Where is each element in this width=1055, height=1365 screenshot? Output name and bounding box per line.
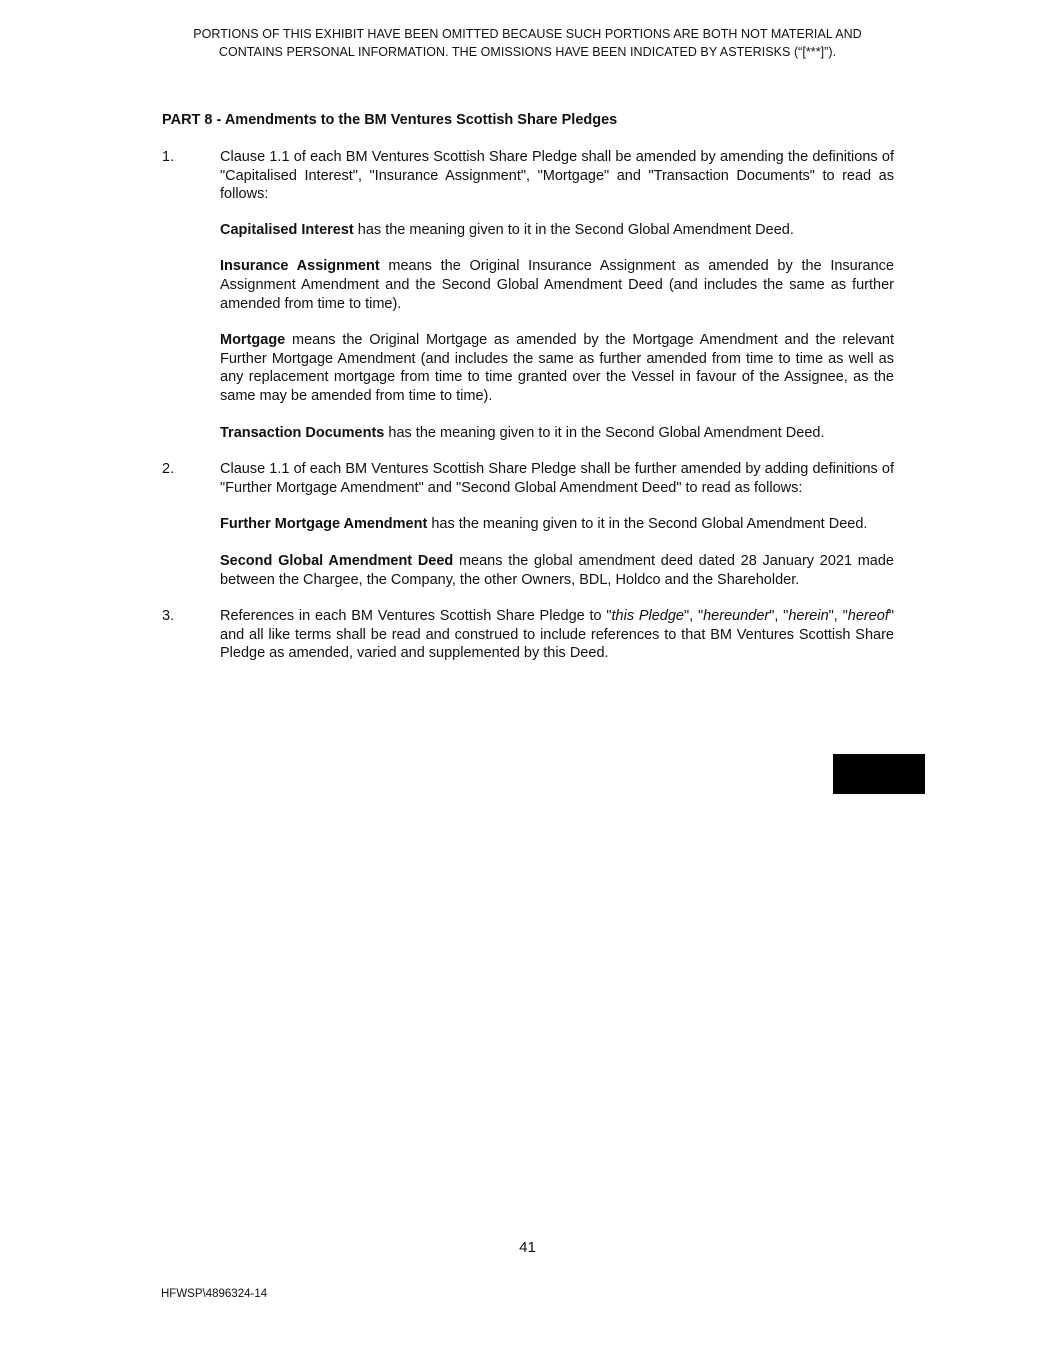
definition-paragraph [220, 424, 894, 443]
clause-item [162, 460, 894, 497]
definition-term: Capitalised Interest [220, 221, 354, 238]
redaction-notice-header [140, 25, 915, 61]
definition-text: has the meaning given to it in the Second Global Amendment Deed. [427, 516, 868, 533]
definition-paragraph [220, 552, 894, 589]
italic-term: this Pledge [611, 608, 684, 625]
definition-term: Insurance Assignment [220, 258, 380, 275]
header-line-2: CONTAINS PERSONAL INFORMATION. THE OMISSIONS HAVE BEEN INDICATED BY ASTERISKS (“[***]”). [218, 45, 837, 59]
definition-term: Mortgage [220, 332, 286, 349]
clause-text: Clause 1.1 of each BM Ventures Scottish Share Pledge shall be amended by amending the definitions of "Capitalised Interest", "Insurance Assignment", "Mortgage" and "Transaction Documents" to read as follows: [220, 149, 894, 203]
clause-text: Clause 1.1 of each BM Ventures Scottish Share Pledge shall be further amended by adding definitions of "Further Mortgage Amendment" and "Second Global Amendment Deed" to read as follows: [220, 461, 894, 496]
text-run: " and all like terms shall be read and construed to include references to that BM Ventures Scottish Share Pledge as amended, varied and supplemented by this Deed. [220, 608, 895, 662]
italic-term: herein [788, 608, 829, 625]
clause-item [162, 148, 894, 204]
part-title: PART 8 - Amendments to the BM Ventures Scottish Share Pledges [162, 112, 618, 128]
clause-number: 3. [162, 608, 175, 625]
definition-paragraph [220, 515, 894, 534]
document-body [162, 148, 894, 663]
definition-term: Transaction Documents [220, 424, 385, 441]
document-reference: HFWSP\4896324-14 [161, 1288, 268, 1300]
text-run: ", " [828, 608, 848, 625]
definition-text: means the Original Mortgage as amended by the Mortgage Amendment and the relevant Further Mortgage Amendment (and includes the same as further amended from time to time as well as any replacement mortgage from time to time granted over the Vessel in favour of the Assignee, as the same may be amended from time to time). [220, 332, 894, 404]
clause-number: 1. [162, 149, 175, 165]
definition-term: Further Mortgage Amendment [220, 516, 428, 533]
text-run: References in each BM Ventures Scottish Share Pledge to " [220, 608, 612, 625]
clause-item [162, 607, 894, 663]
definition-text: has the meaning given to it in the Second Global Amendment Deed. [353, 221, 794, 238]
text-run: ", " [769, 608, 789, 625]
italic-term: hereof [847, 608, 889, 625]
definition-paragraph [220, 331, 894, 405]
definition-text: means the Original Insurance Assignment as amended by the Insurance Assignment Amendment and the Second Global Amendment Deed (and includes the same as further amended from time to time). [220, 258, 894, 312]
page-number: 41 [519, 1239, 536, 1256]
definition-paragraph [220, 221, 894, 240]
italic-term: hereunder [703, 608, 770, 625]
definition-text: has the meaning given to it in the Second Global Amendment Deed. [384, 424, 825, 441]
definition-text: means the global amendment deed dated 28 January 2021 made between the Chargee, the Company, the other Owners, BDL, Holdco and the Shareholder. [220, 552, 894, 588]
header-line-1: PORTIONS OF THIS EXHIBIT HAVE BEEN OMITTED BECAUSE SUCH PORTIONS ARE BOTH NOT MATERIAL AND [193, 27, 862, 41]
definition-paragraph [220, 257, 894, 313]
clause-number: 2. [162, 461, 175, 478]
definition-term: Second Global Amendment Deed [220, 552, 454, 569]
text-run: ", " [684, 608, 704, 625]
clause-text [220, 607, 894, 663]
redaction-block [833, 754, 925, 794]
